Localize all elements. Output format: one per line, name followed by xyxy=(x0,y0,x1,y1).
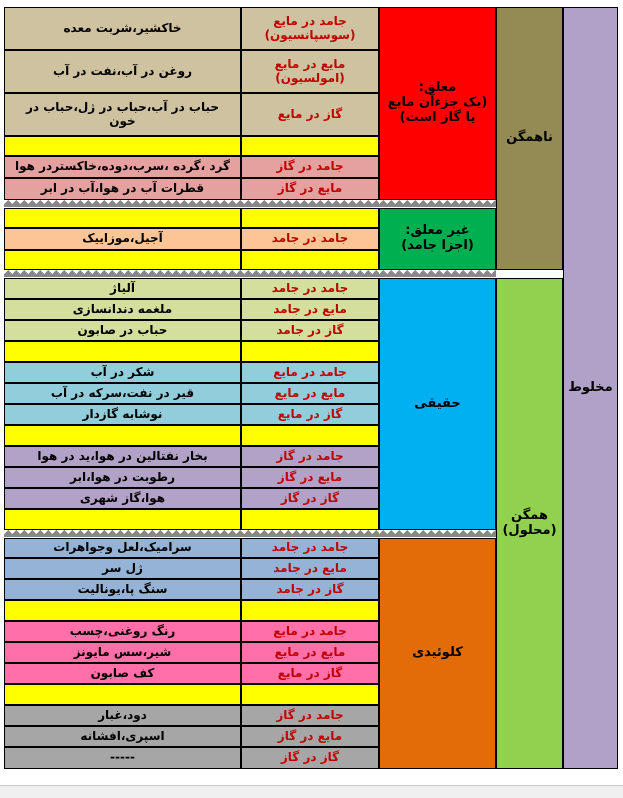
example-cell xyxy=(4,600,241,621)
example-cell xyxy=(4,250,241,270)
example-cell: ژل سر xyxy=(4,558,241,579)
column-heterogeneous: ناهمگن xyxy=(496,7,563,270)
section-separator xyxy=(4,200,379,207)
group-suspended: معلق: (یک جزءآن مایع یا گاز است) xyxy=(379,7,496,200)
example-cell: قیر در نفت،سرکه در آب xyxy=(4,383,241,404)
mixture-type-cell: جامد در مایع (سوسپانسیون) xyxy=(241,7,379,50)
example-cell xyxy=(4,208,241,228)
mixture-type-cell: جامد در جامد xyxy=(241,228,379,250)
example-cell: ----- xyxy=(4,747,241,769)
group-non-suspended: غیر معلق: (اجزا جامد) xyxy=(379,208,496,270)
example-cell: آلیاژ xyxy=(4,278,241,299)
mixture-type-cell xyxy=(241,684,379,705)
example-cell: کف صابون xyxy=(4,663,241,684)
example-cell: شیر،سس مایونز xyxy=(4,642,241,663)
mixture-type-cell: مایع در مایع (امولسیون) xyxy=(241,50,379,93)
window-bottom-bar xyxy=(0,785,623,798)
example-cell xyxy=(4,509,241,530)
mixture-type-cell: جامد در مایع xyxy=(241,621,379,642)
group-colloidal: کلوئیدی xyxy=(379,538,496,769)
group-true-solution: حقیقی xyxy=(379,278,496,530)
mixture-type-cell xyxy=(241,208,379,228)
example-cell: حباب در صابون xyxy=(4,320,241,341)
example-cell: بخار نفتالین در هوا،ید در هوا xyxy=(4,446,241,467)
example-cell xyxy=(4,341,241,362)
example-cell: هوا،گاز شهری xyxy=(4,488,241,509)
mixture-type-cell: گاز در گاز xyxy=(241,488,379,509)
mixture-type-cell: گاز در مایع xyxy=(241,93,379,136)
section-separator xyxy=(4,270,379,277)
example-cell: روغن در آب،نفت در آب xyxy=(4,50,241,93)
mixture-type-cell: گاز در مایع xyxy=(241,404,379,425)
example-cell: رطوبت در هوا،ابر xyxy=(4,467,241,488)
mixture-type-cell: مایع در گاز xyxy=(241,467,379,488)
mixture-type-cell xyxy=(241,509,379,530)
mixture-type-cell: جامد در گاز xyxy=(241,156,379,178)
example-cell: خاکشیر،شربت معده xyxy=(4,7,241,50)
mixture-type-cell: مایع در گاز xyxy=(241,178,379,200)
mixture-type-cell: گاز در جامد xyxy=(241,579,379,600)
mixture-type-cell: جامد در مایع xyxy=(241,362,379,383)
mixture-type-cell xyxy=(241,341,379,362)
example-cell: اسپری،افشانه xyxy=(4,726,241,747)
example-cell: ملغمه دندانسازی xyxy=(4,299,241,320)
column-homogeneous: همگن (محلول) xyxy=(496,278,563,769)
mixture-type-cell: مایع در مایع xyxy=(241,383,379,404)
group-separator xyxy=(379,270,496,277)
mixture-type-cell: مایع در مایع xyxy=(241,642,379,663)
column-mixture: مخلوط xyxy=(563,7,618,769)
mixture-type-cell: جامد در گاز xyxy=(241,705,379,726)
mixture-type-cell: گاز در گاز xyxy=(241,747,379,769)
mixture-type-cell: گاز در جامد xyxy=(241,320,379,341)
mixture-type-cell: مایع در جامد xyxy=(241,558,379,579)
mixture-type-cell: جامد در جامد xyxy=(241,538,379,558)
example-cell: رنگ روغنی،چسب xyxy=(4,621,241,642)
example-cell: سنگ پا،یونالیت xyxy=(4,579,241,600)
group-separator xyxy=(379,530,496,537)
example-cell: گرد ،گرده ،سرب،دوده،خاکستردر هوا xyxy=(4,156,241,178)
example-cell: آجیل،موزاییک xyxy=(4,228,241,250)
mixture-type-cell: مایع در گاز xyxy=(241,726,379,747)
section-separator xyxy=(4,530,379,537)
mixture-type-cell: گاز در مایع xyxy=(241,663,379,684)
mixture-type-cell: مایع در جامد xyxy=(241,299,379,320)
group-separator xyxy=(379,200,496,207)
example-cell: نوشابه گازدار xyxy=(4,404,241,425)
example-cell: دود،غبار xyxy=(4,705,241,726)
example-cell: قطرات آب در هوا،آب در ابر xyxy=(4,178,241,200)
example-cell: سرامیک،لعل وجواهرات xyxy=(4,538,241,558)
example-cell xyxy=(4,425,241,446)
mixture-type-cell: جامد در گاز xyxy=(241,446,379,467)
example-cell xyxy=(4,684,241,705)
example-cell xyxy=(4,136,241,156)
mixture-type-cell xyxy=(241,425,379,446)
mixture-type-cell: جامد در جامد xyxy=(241,278,379,299)
mixture-type-cell xyxy=(241,250,379,270)
example-cell: شکر در آب xyxy=(4,362,241,383)
mixture-type-cell xyxy=(241,600,379,621)
mixture-type-cell xyxy=(241,136,379,156)
example-cell: حباب در آب،حباب در ژل،حباب در خون xyxy=(4,93,241,136)
